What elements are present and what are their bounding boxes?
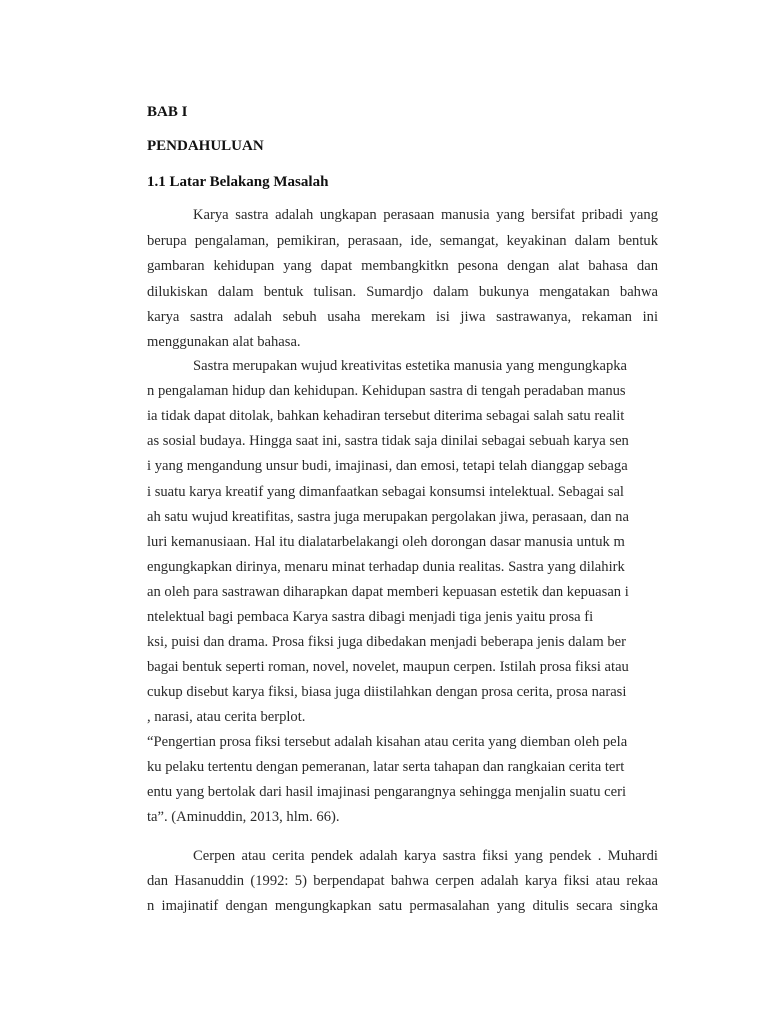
chapter-title: PENDAHULUAN [147,138,264,154]
text-line: Cerpen atau cerita pendek adalah karya sastra fiksi yang pendek . Muhardi [193,848,658,864]
text-line: luri kemanusiaan. Hal itu dialatarbelakangi oleh dorongan dasar manusia untuk m [147,534,625,550]
text-line: berupa pengalaman, pemikiran, perasaan, ide, semangat, keyakinan dalam bentuk [147,233,658,249]
text-line: dan Hasanuddin (1992: 5) berpendapat bahwa cerpen adalah karya fiksi atau rekaa [147,873,658,889]
text-line: karya sastra adalah sebuh usaha merekam isi jiwa sastrawanya, rekaman ini [147,309,658,325]
text-line: ntelektual bagi pembaca Karya sastra dibagi menjadi tiga jenis yaitu prosa fi [147,609,594,625]
section-heading: 1.1 Latar Belakang Masalah [147,174,329,190]
quote-line: ku pelaku tertentu dengan pemeranan, latar serta tahapan dan rangkaian cerita tert [147,759,625,775]
text-line: ah satu wujud kreatifitas, sastra juga merupakan pergolakan jiwa, perasaan, dan na [147,509,629,525]
quote-line: ta”. (Aminuddin, 2013, hlm. 66). [147,809,340,825]
text-line: as sosial budaya. Hingga saat ini, sastra tidak saja dinilai sebagai sebuah karya sen [147,433,629,449]
quote-line: “Pengertian prosa fiksi tersebut adalah kisahan atau cerita yang diemban oleh pela [147,734,628,750]
text-line: n imajinatif dengan mengungkapkan satu permasalahan yang ditulis secara singka [147,898,658,914]
text-line: cukup disebut karya fiksi, biasa juga diistilahkan dengan prosa cerita, prosa narasi [147,684,627,700]
text-line: gambaran kehidupan yang dapat membangkitkn pesona dengan alat bahasa dan [147,258,658,274]
quote-line: entu yang bertolak dari hasil imajinasi pengarangnya sehingga menjalin suatu ceri [147,784,627,800]
text-line: ia tidak dapat ditolak, bahkan kehadiran tersebut diterima sebagai salah satu realit [147,408,625,424]
text-line: i yang mengandung unsur budi, imajinasi, dan emosi, tetapi telah dianggap sebaga [147,458,628,474]
text-line: i suatu karya kreatif yang dimanfaatkan sebagai konsumsi intelektual. Sebagai sal [147,484,624,500]
text-line: menggunakan alat bahasa. [147,334,301,350]
chapter-number: BAB I [147,104,188,120]
text-line: bagai bentuk seperti roman, novel, novelet, maupun cerpen. Istilah prosa fiksi atau [147,659,629,675]
text-line: Karya sastra adalah ungkapan perasaan manusia yang bersifat pribadi yang [193,207,658,223]
text-line: , narasi, atau cerita berplot. [147,709,306,725]
text-line: dilukiskan dalam bentuk tulisan. Sumardjo dalam bukunya mengatakan bahwa [147,284,658,300]
text-line: engungkapkan dirinya, menaru minat terhadap dunia realitas. Sastra yang dilahirk [147,559,625,575]
text-line: ksi, puisi dan drama. Prosa fiksi juga dibedakan menjadi beberapa jenis dalam ber [147,634,627,650]
text-line: an oleh para sastrawan diharapkan dapat memberi kepuasan estetik dan kepuasan i [147,584,629,600]
text-line: Sastra merupakan wujud kreativitas estetika manusia yang mengungkapka [193,358,628,374]
text-line: n pengalaman hidup dan kehidupan. Kehidupan sastra di tengah peradaban manus [147,383,626,399]
